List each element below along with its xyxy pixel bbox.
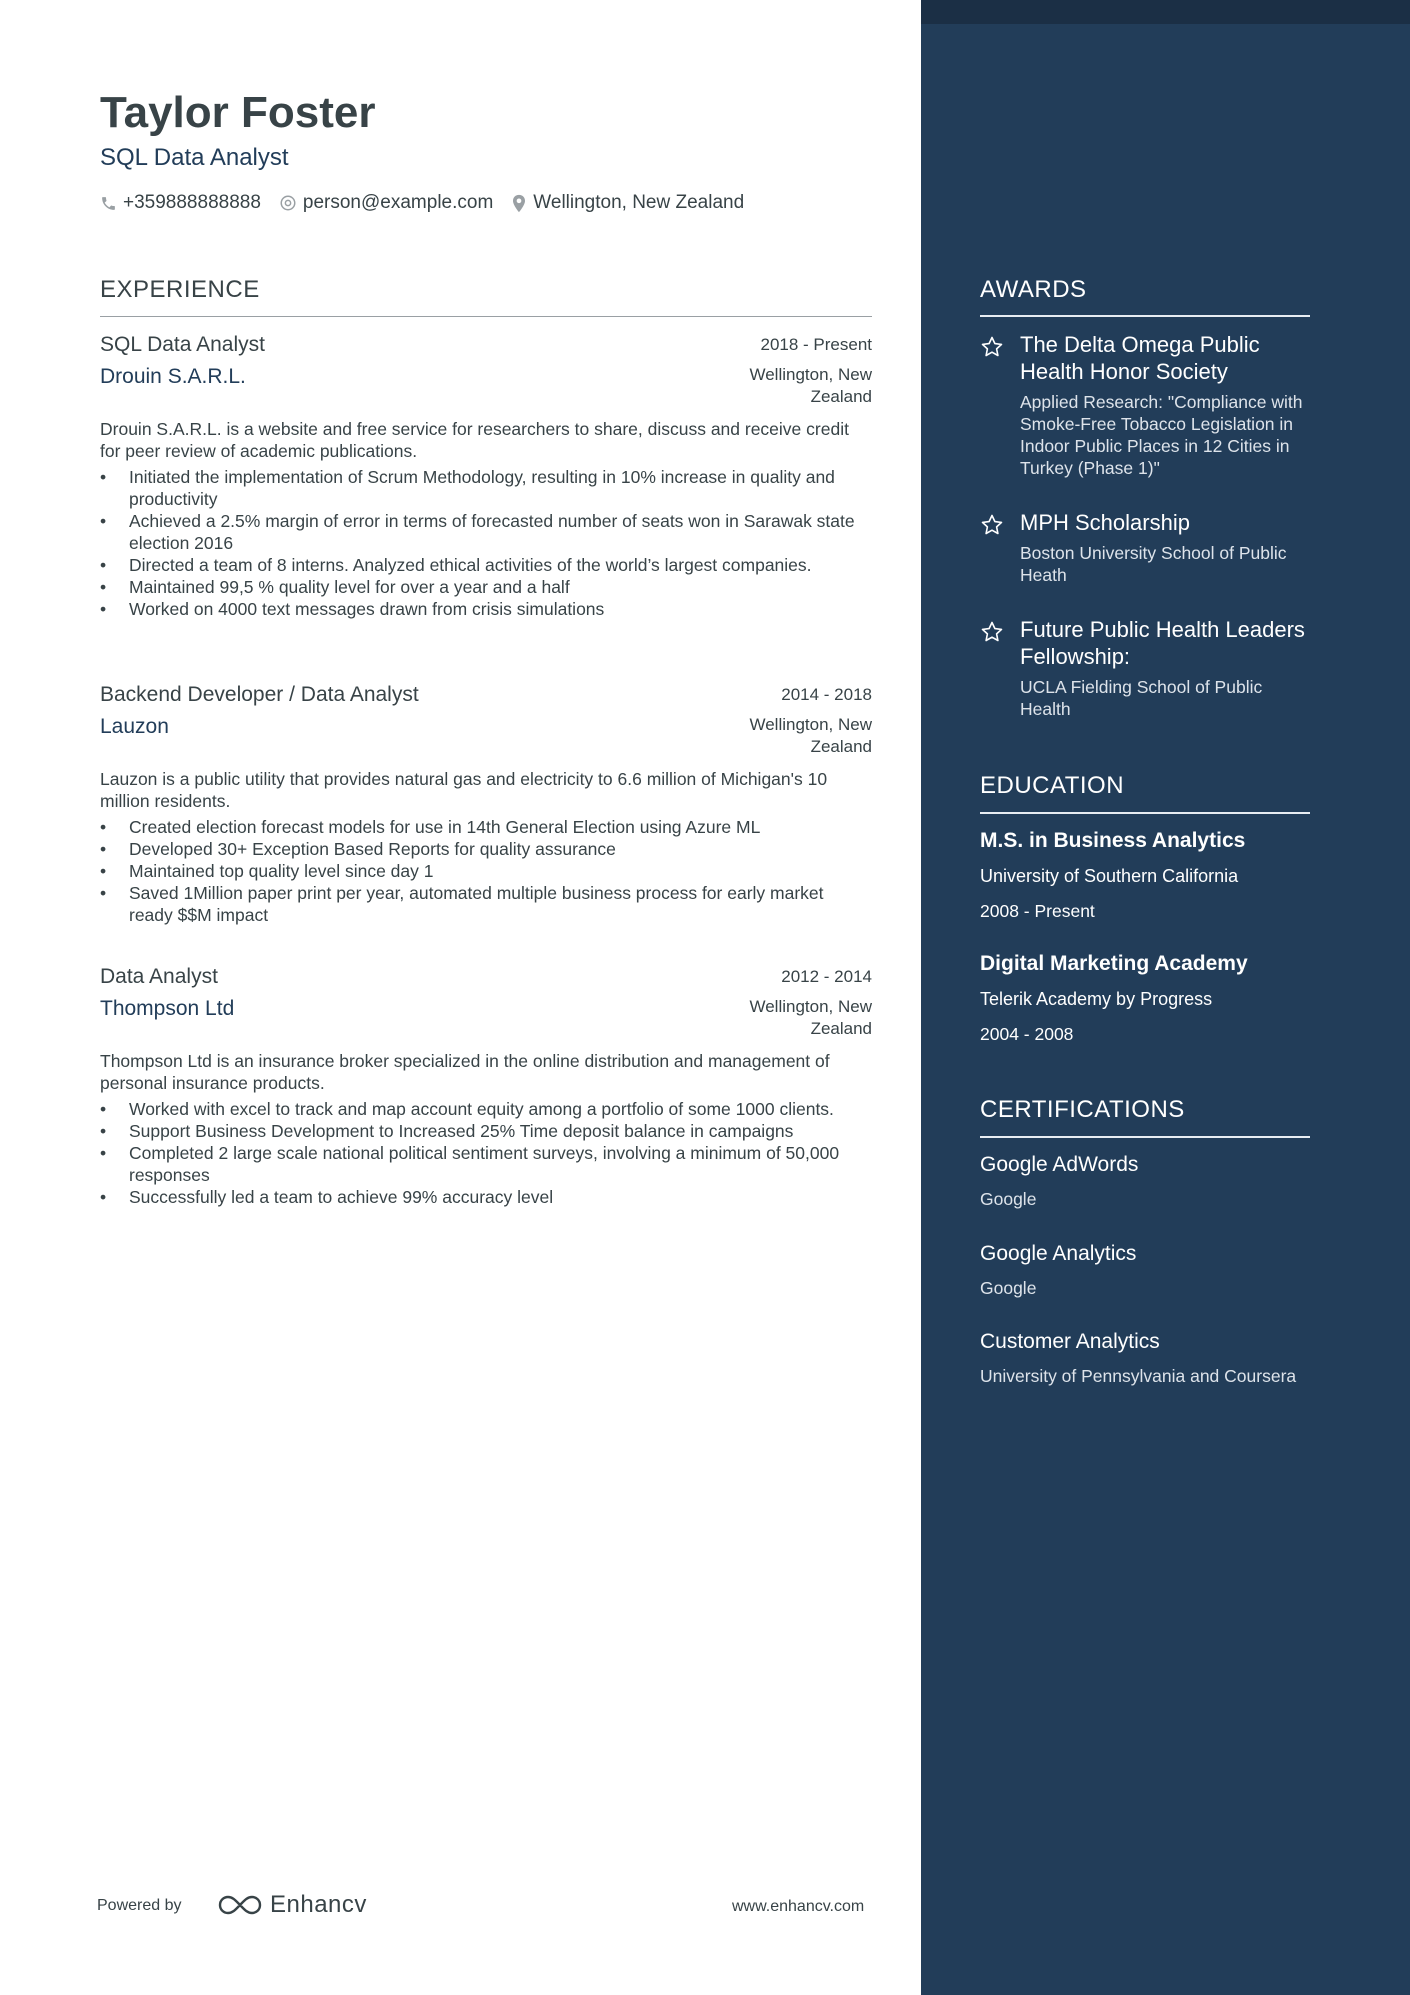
award-description: UCLA Fielding School of Public Health bbox=[1020, 677, 1263, 719]
job-bullet: • Worked on 4000 text messages drawn from crisis simulations bbox=[100, 598, 872, 620]
job-company: Drouin S.A.R.L. bbox=[100, 365, 246, 388]
job-bullet: • Support Business Development to Increased 25% Time deposit balance in campaigns bbox=[100, 1120, 872, 1142]
job-bullet: • Achieved a 2.5% margin of error in terms of forecasted number of seats won in Sarawak state election 2016 bbox=[100, 510, 872, 554]
award-item bbox=[980, 331, 1310, 479]
footer-url[interactable]: www.enhancv.com bbox=[732, 1898, 865, 1915]
education-school: University of Southern California bbox=[980, 866, 1239, 886]
experience-entry bbox=[100, 330, 872, 620]
job-bullet: • Saved 1Million paper print per year, automated multiple business process for early market ready $$M impact bbox=[100, 882, 872, 926]
job-bullets bbox=[100, 1098, 872, 1208]
job-bullet: • Successfully led a team to achieve 99% accuracy level bbox=[100, 1186, 872, 1208]
certification-name: Customer Analytics bbox=[980, 1330, 1160, 1353]
job-bullets bbox=[100, 466, 872, 620]
education-item bbox=[980, 949, 1310, 1045]
education-dates: 2004 - 2008 bbox=[980, 1024, 1074, 1044]
contact-email[interactable] bbox=[279, 192, 493, 214]
education-dates: 2008 - Present bbox=[980, 901, 1095, 921]
star-icon bbox=[980, 620, 1004, 644]
job-description: Lauzon is a public utility that provides natural gas and electricity to 6.6 million of Michigan's 10 million residents. bbox=[100, 769, 828, 811]
contact-location bbox=[511, 192, 744, 214]
job-header-row bbox=[100, 962, 872, 994]
education-divider bbox=[980, 812, 1310, 814]
certification-item bbox=[980, 1239, 1310, 1299]
powered-by-label: Powered by bbox=[97, 1897, 182, 1914]
award-title: The Delta Omega Public Health Honor Society bbox=[1020, 332, 1260, 384]
job-bullet: • Initiated the implementation of Scrum Methodology, resulting in 10% increase in quality and productivity bbox=[100, 466, 872, 510]
enhancv-logo[interactable] bbox=[216, 1891, 367, 1919]
job-bullet: • Completed 2 large scale national political sentiment surveys, involving a minimum of 50,000 responses bbox=[100, 1142, 872, 1186]
job-role: SQL Data Analyst bbox=[100, 333, 265, 356]
certification-issuer: Google bbox=[980, 1189, 1037, 1209]
job-company-row bbox=[100, 362, 872, 418]
job-bullets bbox=[100, 816, 872, 926]
experience-divider bbox=[100, 316, 872, 317]
job-header-row bbox=[100, 330, 872, 362]
job-bullet: • Developed 30+ Exception Based Reports for quality assurance bbox=[100, 838, 872, 860]
experience-entry bbox=[100, 962, 872, 1208]
candidate-name: Taylor Foster bbox=[100, 88, 376, 137]
job-bullet: • Directed a team of 8 interns. Analyzed ethical activities of the world’s largest companies. bbox=[100, 554, 872, 576]
job-location: Wellington, New Zealand bbox=[749, 997, 872, 1038]
job-header-row bbox=[100, 680, 872, 712]
certification-issuer: Google bbox=[980, 1278, 1037, 1298]
certification-issuer: University of Pennsylvania and Coursera bbox=[980, 1366, 1297, 1386]
job-bullet: • Maintained top quality level since day 1 bbox=[100, 860, 872, 882]
job-role: Data Analyst bbox=[100, 965, 218, 988]
job-bullet: • Maintained 99,5 % quality level for over a year and a half bbox=[100, 576, 872, 598]
certifications-heading: CERTIFICATIONS bbox=[980, 1096, 1185, 1123]
experience-entry bbox=[100, 680, 872, 926]
award-description: Boston University School of Public Heath bbox=[1020, 543, 1287, 585]
sidebar-top-bar bbox=[921, 0, 1410, 24]
job-bullet: • Created election forecast models for use in 14th General Election using Azure ML bbox=[100, 816, 872, 838]
job-company: Lauzon bbox=[100, 715, 169, 738]
awards-divider bbox=[980, 315, 1310, 317]
at-icon bbox=[279, 194, 297, 212]
job-location: Wellington, New Zealand bbox=[749, 365, 872, 406]
location-pin-icon bbox=[511, 194, 527, 213]
award-item bbox=[980, 616, 1310, 720]
location-text: Wellington, New Zealand bbox=[533, 192, 745, 213]
job-description: Drouin S.A.R.L. is a website and free service for researchers to share, discuss and receive credit for peer review of academic publications. bbox=[100, 419, 849, 461]
phone-text: +359888888888 bbox=[123, 192, 261, 213]
award-title: Future Public Health Leaders Fellowship: bbox=[1020, 617, 1305, 669]
job-dates: 2018 - Present bbox=[760, 335, 872, 354]
education-degree: M.S. in Business Analytics bbox=[980, 829, 1246, 852]
certifications-divider bbox=[980, 1136, 1310, 1138]
experience-heading: EXPERIENCE bbox=[100, 276, 260, 303]
certification-item bbox=[980, 1327, 1310, 1387]
education-degree: Digital Marketing Academy bbox=[980, 952, 1248, 975]
job-location: Wellington, New Zealand bbox=[749, 715, 872, 756]
phone-icon bbox=[100, 195, 117, 212]
job-description: Thompson Ltd is an insurance broker specialized in the online distribution and management of personal insurance products. bbox=[100, 1051, 830, 1093]
job-company: Thompson Ltd bbox=[100, 997, 235, 1020]
award-title: MPH Scholarship bbox=[1020, 510, 1190, 535]
education-heading: EDUCATION bbox=[980, 772, 1125, 799]
education-school: Telerik Academy by Progress bbox=[980, 989, 1213, 1009]
job-dates: 2014 - 2018 bbox=[781, 685, 872, 704]
award-description: Applied Research: "Compliance with Smoke-Free Tobacco Legislation in Indoor Public Places in 12 Cities in Turkey (Phase 1)" bbox=[1020, 392, 1303, 478]
job-company-row bbox=[100, 994, 872, 1050]
job-company-row bbox=[100, 712, 872, 768]
job-dates: 2012 - 2014 bbox=[781, 967, 872, 986]
contact-phone[interactable] bbox=[100, 192, 261, 214]
contact-row bbox=[100, 189, 762, 217]
job-role: Backend Developer / Data Analyst bbox=[100, 683, 419, 706]
certification-name: Google Analytics bbox=[980, 1242, 1137, 1265]
award-item bbox=[980, 509, 1310, 586]
certification-name: Google AdWords bbox=[980, 1153, 1139, 1176]
enhancv-logo-text: Enhancv bbox=[270, 1891, 367, 1918]
candidate-title: SQL Data Analyst bbox=[100, 144, 289, 171]
awards-heading: AWARDS bbox=[980, 276, 1087, 303]
star-icon bbox=[980, 335, 1004, 359]
certification-item bbox=[980, 1150, 1310, 1210]
job-bullet: • Worked with excel to track and map account equity among a portfolio of some 1000 clients. bbox=[100, 1098, 872, 1120]
email-text: person@example.com bbox=[302, 192, 494, 213]
enhancv-logo-icon bbox=[216, 1892, 264, 1918]
star-icon bbox=[980, 513, 1004, 537]
education-item bbox=[980, 826, 1310, 922]
